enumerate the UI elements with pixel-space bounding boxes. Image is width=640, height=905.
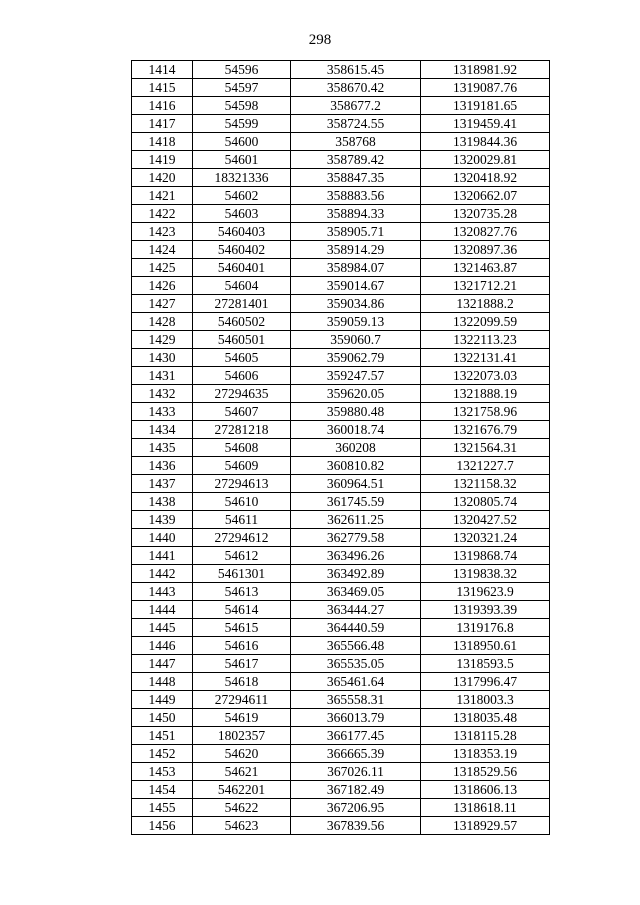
x-coordinate-cell: 359062.79 bbox=[291, 349, 421, 367]
point-number-cell: 1446 bbox=[132, 637, 193, 655]
x-coordinate-cell: 358914.29 bbox=[291, 241, 421, 259]
point-number-cell: 1456 bbox=[132, 817, 193, 835]
x-coordinate-cell: 358789.42 bbox=[291, 151, 421, 169]
point-id-cell: 27294635 bbox=[193, 385, 291, 403]
y-coordinate-cell: 1319181.65 bbox=[421, 97, 550, 115]
x-coordinate-cell: 360208 bbox=[291, 439, 421, 457]
table-row bbox=[132, 133, 550, 151]
point-id-cell: 5460402 bbox=[193, 241, 291, 259]
point-id-cell: 5460502 bbox=[193, 313, 291, 331]
table-row bbox=[132, 97, 550, 115]
point-id-cell: 54608 bbox=[193, 439, 291, 457]
y-coordinate-cell: 1319176.8 bbox=[421, 619, 550, 637]
point-id-cell: 54617 bbox=[193, 655, 291, 673]
table-row bbox=[132, 781, 550, 799]
x-coordinate-cell: 358883.56 bbox=[291, 187, 421, 205]
x-coordinate-cell: 358905.71 bbox=[291, 223, 421, 241]
point-number-cell: 1426 bbox=[132, 277, 193, 295]
point-number-cell: 1452 bbox=[132, 745, 193, 763]
x-coordinate-cell: 358894.33 bbox=[291, 205, 421, 223]
x-coordinate-cell: 365461.64 bbox=[291, 673, 421, 691]
y-coordinate-cell: 1320897.36 bbox=[421, 241, 550, 259]
table-row bbox=[132, 421, 550, 439]
x-coordinate-cell: 365566.48 bbox=[291, 637, 421, 655]
y-coordinate-cell: 1320418.92 bbox=[421, 169, 550, 187]
y-coordinate-cell: 1319393.39 bbox=[421, 601, 550, 619]
point-number-cell: 1434 bbox=[132, 421, 193, 439]
table-row bbox=[132, 79, 550, 97]
point-id-cell: 54600 bbox=[193, 133, 291, 151]
x-coordinate-cell: 359880.48 bbox=[291, 403, 421, 421]
point-id-cell: 27294612 bbox=[193, 529, 291, 547]
table-body bbox=[132, 61, 550, 835]
point-id-cell: 18321336 bbox=[193, 169, 291, 187]
point-id-cell: 54606 bbox=[193, 367, 291, 385]
x-coordinate-cell: 358670.42 bbox=[291, 79, 421, 97]
point-id-cell: 54616 bbox=[193, 637, 291, 655]
table-row bbox=[132, 259, 550, 277]
table-row bbox=[132, 619, 550, 637]
table-row bbox=[132, 187, 550, 205]
x-coordinate-cell: 367026.11 bbox=[291, 763, 421, 781]
table-row bbox=[132, 385, 550, 403]
point-id-cell: 5461301 bbox=[193, 565, 291, 583]
y-coordinate-cell: 1322131.41 bbox=[421, 349, 550, 367]
table-row bbox=[132, 709, 550, 727]
point-id-cell: 54610 bbox=[193, 493, 291, 511]
y-coordinate-cell: 1318618.11 bbox=[421, 799, 550, 817]
x-coordinate-cell: 367206.95 bbox=[291, 799, 421, 817]
y-coordinate-cell: 1321712.21 bbox=[421, 277, 550, 295]
y-coordinate-cell: 1319838.32 bbox=[421, 565, 550, 583]
point-id-cell: 54596 bbox=[193, 61, 291, 79]
table-row bbox=[132, 511, 550, 529]
table-row bbox=[132, 241, 550, 259]
y-coordinate-cell: 1318981.92 bbox=[421, 61, 550, 79]
x-coordinate-cell: 365558.31 bbox=[291, 691, 421, 709]
table-row bbox=[132, 169, 550, 187]
point-number-cell: 1448 bbox=[132, 673, 193, 691]
point-number-cell: 1422 bbox=[132, 205, 193, 223]
y-coordinate-cell: 1321564.31 bbox=[421, 439, 550, 457]
table-row bbox=[132, 277, 550, 295]
table-row bbox=[132, 457, 550, 475]
point-id-cell: 54612 bbox=[193, 547, 291, 565]
point-number-cell: 1442 bbox=[132, 565, 193, 583]
point-number-cell: 1428 bbox=[132, 313, 193, 331]
point-number-cell: 1441 bbox=[132, 547, 193, 565]
table-row bbox=[132, 583, 550, 601]
table-row bbox=[132, 529, 550, 547]
point-number-cell: 1429 bbox=[132, 331, 193, 349]
y-coordinate-cell: 1318353.19 bbox=[421, 745, 550, 763]
y-coordinate-cell: 1320735.28 bbox=[421, 205, 550, 223]
y-coordinate-cell: 1321227.7 bbox=[421, 457, 550, 475]
x-coordinate-cell: 363496.26 bbox=[291, 547, 421, 565]
point-id-cell: 5460403 bbox=[193, 223, 291, 241]
y-coordinate-cell: 1318950.61 bbox=[421, 637, 550, 655]
x-coordinate-cell: 366177.45 bbox=[291, 727, 421, 745]
y-coordinate-cell: 1320662.07 bbox=[421, 187, 550, 205]
point-id-cell: 27281218 bbox=[193, 421, 291, 439]
y-coordinate-cell: 1320805.74 bbox=[421, 493, 550, 511]
page-number: 298 bbox=[308, 32, 332, 48]
point-id-cell: 54623 bbox=[193, 817, 291, 835]
y-coordinate-cell: 1319844.36 bbox=[421, 133, 550, 151]
x-coordinate-cell: 366013.79 bbox=[291, 709, 421, 727]
point-id-cell: 27294611 bbox=[193, 691, 291, 709]
point-id-cell: 54613 bbox=[193, 583, 291, 601]
point-number-cell: 1453 bbox=[132, 763, 193, 781]
y-coordinate-cell: 1318529.56 bbox=[421, 763, 550, 781]
point-number-cell: 1417 bbox=[132, 115, 193, 133]
y-coordinate-cell: 1321158.32 bbox=[421, 475, 550, 493]
table-row bbox=[132, 367, 550, 385]
point-id-cell: 54599 bbox=[193, 115, 291, 133]
table-row bbox=[132, 655, 550, 673]
table-row bbox=[132, 763, 550, 781]
point-id-cell: 54604 bbox=[193, 277, 291, 295]
x-coordinate-cell: 363469.05 bbox=[291, 583, 421, 601]
table-row bbox=[132, 565, 550, 583]
point-number-cell: 1449 bbox=[132, 691, 193, 709]
point-number-cell: 1438 bbox=[132, 493, 193, 511]
point-id-cell: 54601 bbox=[193, 151, 291, 169]
point-number-cell: 1437 bbox=[132, 475, 193, 493]
x-coordinate-cell: 362779.58 bbox=[291, 529, 421, 547]
point-number-cell: 1432 bbox=[132, 385, 193, 403]
point-number-cell: 1439 bbox=[132, 511, 193, 529]
point-id-cell: 54598 bbox=[193, 97, 291, 115]
x-coordinate-cell: 360810.82 bbox=[291, 457, 421, 475]
point-number-cell: 1443 bbox=[132, 583, 193, 601]
y-coordinate-cell: 1318115.28 bbox=[421, 727, 550, 745]
table-row bbox=[132, 403, 550, 421]
point-number-cell: 1447 bbox=[132, 655, 193, 673]
table-row bbox=[132, 151, 550, 169]
y-coordinate-cell: 1318929.57 bbox=[421, 817, 550, 835]
table-row bbox=[132, 745, 550, 763]
point-number-cell: 1414 bbox=[132, 61, 193, 79]
coordinates-table bbox=[131, 60, 550, 835]
point-number-cell: 1450 bbox=[132, 709, 193, 727]
point-number-cell: 1455 bbox=[132, 799, 193, 817]
table-row bbox=[132, 295, 550, 313]
point-id-cell: 54611 bbox=[193, 511, 291, 529]
table-row bbox=[132, 727, 550, 745]
x-coordinate-cell: 367839.56 bbox=[291, 817, 421, 835]
y-coordinate-cell: 1317996.47 bbox=[421, 673, 550, 691]
y-coordinate-cell: 1320321.24 bbox=[421, 529, 550, 547]
y-coordinate-cell: 1318003.3 bbox=[421, 691, 550, 709]
x-coordinate-cell: 365535.05 bbox=[291, 655, 421, 673]
x-coordinate-cell: 360964.51 bbox=[291, 475, 421, 493]
point-number-cell: 1427 bbox=[132, 295, 193, 313]
table-row bbox=[132, 493, 550, 511]
point-id-cell: 5460401 bbox=[193, 259, 291, 277]
point-id-cell: 5462201 bbox=[193, 781, 291, 799]
table-row bbox=[132, 547, 550, 565]
point-number-cell: 1454 bbox=[132, 781, 193, 799]
point-number-cell: 1433 bbox=[132, 403, 193, 421]
y-coordinate-cell: 1321888.2 bbox=[421, 295, 550, 313]
y-coordinate-cell: 1321888.19 bbox=[421, 385, 550, 403]
point-id-cell: 54615 bbox=[193, 619, 291, 637]
table-row bbox=[132, 205, 550, 223]
point-id-cell: 54619 bbox=[193, 709, 291, 727]
x-coordinate-cell: 359620.05 bbox=[291, 385, 421, 403]
x-coordinate-cell: 359060.7 bbox=[291, 331, 421, 349]
point-number-cell: 1418 bbox=[132, 133, 193, 151]
x-coordinate-cell: 364440.59 bbox=[291, 619, 421, 637]
table-row bbox=[132, 475, 550, 493]
table-row bbox=[132, 691, 550, 709]
point-id-cell: 54621 bbox=[193, 763, 291, 781]
table-row bbox=[132, 331, 550, 349]
point-number-cell: 1419 bbox=[132, 151, 193, 169]
y-coordinate-cell: 1320029.81 bbox=[421, 151, 550, 169]
point-number-cell: 1430 bbox=[132, 349, 193, 367]
x-coordinate-cell: 362611.25 bbox=[291, 511, 421, 529]
point-number-cell: 1436 bbox=[132, 457, 193, 475]
table-row bbox=[132, 817, 550, 835]
table-row bbox=[132, 313, 550, 331]
x-coordinate-cell: 358724.55 bbox=[291, 115, 421, 133]
table-row bbox=[132, 601, 550, 619]
point-number-cell: 1423 bbox=[132, 223, 193, 241]
table-row bbox=[132, 439, 550, 457]
y-coordinate-cell: 1319623.9 bbox=[421, 583, 550, 601]
point-id-cell: 54622 bbox=[193, 799, 291, 817]
y-coordinate-cell: 1321676.79 bbox=[421, 421, 550, 439]
table-row bbox=[132, 673, 550, 691]
point-number-cell: 1445 bbox=[132, 619, 193, 637]
x-coordinate-cell: 367182.49 bbox=[291, 781, 421, 799]
y-coordinate-cell: 1321463.87 bbox=[421, 259, 550, 277]
point-id-cell: 27294613 bbox=[193, 475, 291, 493]
y-coordinate-cell: 1318606.13 bbox=[421, 781, 550, 799]
point-id-cell: 54609 bbox=[193, 457, 291, 475]
x-coordinate-cell: 366665.39 bbox=[291, 745, 421, 763]
table-row bbox=[132, 115, 550, 133]
point-number-cell: 1421 bbox=[132, 187, 193, 205]
point-number-cell: 1415 bbox=[132, 79, 193, 97]
point-number-cell: 1444 bbox=[132, 601, 193, 619]
y-coordinate-cell: 1318593.5 bbox=[421, 655, 550, 673]
point-id-cell: 54602 bbox=[193, 187, 291, 205]
y-coordinate-cell: 1320427.52 bbox=[421, 511, 550, 529]
table-row bbox=[132, 637, 550, 655]
point-id-cell: 54618 bbox=[193, 673, 291, 691]
point-number-cell: 1451 bbox=[132, 727, 193, 745]
point-id-cell: 54603 bbox=[193, 205, 291, 223]
point-id-cell: 54605 bbox=[193, 349, 291, 367]
point-number-cell: 1425 bbox=[132, 259, 193, 277]
x-coordinate-cell: 359059.13 bbox=[291, 313, 421, 331]
x-coordinate-cell: 361745.59 bbox=[291, 493, 421, 511]
point-number-cell: 1435 bbox=[132, 439, 193, 457]
point-number-cell: 1420 bbox=[132, 169, 193, 187]
point-number-cell: 1431 bbox=[132, 367, 193, 385]
y-coordinate-cell: 1322073.03 bbox=[421, 367, 550, 385]
point-id-cell: 1802357 bbox=[193, 727, 291, 745]
point-id-cell: 54614 bbox=[193, 601, 291, 619]
y-coordinate-cell: 1319087.76 bbox=[421, 79, 550, 97]
table-row bbox=[132, 223, 550, 241]
x-coordinate-cell: 358677.2 bbox=[291, 97, 421, 115]
y-coordinate-cell: 1321758.96 bbox=[421, 403, 550, 421]
point-id-cell: 5460501 bbox=[193, 331, 291, 349]
y-coordinate-cell: 1320827.76 bbox=[421, 223, 550, 241]
x-coordinate-cell: 359014.67 bbox=[291, 277, 421, 295]
point-id-cell: 54597 bbox=[193, 79, 291, 97]
x-coordinate-cell: 363492.89 bbox=[291, 565, 421, 583]
point-id-cell: 54620 bbox=[193, 745, 291, 763]
table-row bbox=[132, 799, 550, 817]
point-number-cell: 1440 bbox=[132, 529, 193, 547]
point-id-cell: 27281401 bbox=[193, 295, 291, 313]
x-coordinate-cell: 358615.45 bbox=[291, 61, 421, 79]
y-coordinate-cell: 1319868.74 bbox=[421, 547, 550, 565]
y-coordinate-cell: 1318035.48 bbox=[421, 709, 550, 727]
table-row bbox=[132, 61, 550, 79]
x-coordinate-cell: 363444.27 bbox=[291, 601, 421, 619]
x-coordinate-cell: 360018.74 bbox=[291, 421, 421, 439]
table-row bbox=[132, 349, 550, 367]
x-coordinate-cell: 359034.86 bbox=[291, 295, 421, 313]
x-coordinate-cell: 358768 bbox=[291, 133, 421, 151]
y-coordinate-cell: 1319459.41 bbox=[421, 115, 550, 133]
point-id-cell: 54607 bbox=[193, 403, 291, 421]
point-number-cell: 1416 bbox=[132, 97, 193, 115]
x-coordinate-cell: 358984.07 bbox=[291, 259, 421, 277]
x-coordinate-cell: 358847.35 bbox=[291, 169, 421, 187]
point-number-cell: 1424 bbox=[132, 241, 193, 259]
y-coordinate-cell: 1322113.23 bbox=[421, 331, 550, 349]
x-coordinate-cell: 359247.57 bbox=[291, 367, 421, 385]
y-coordinate-cell: 1322099.59 bbox=[421, 313, 550, 331]
